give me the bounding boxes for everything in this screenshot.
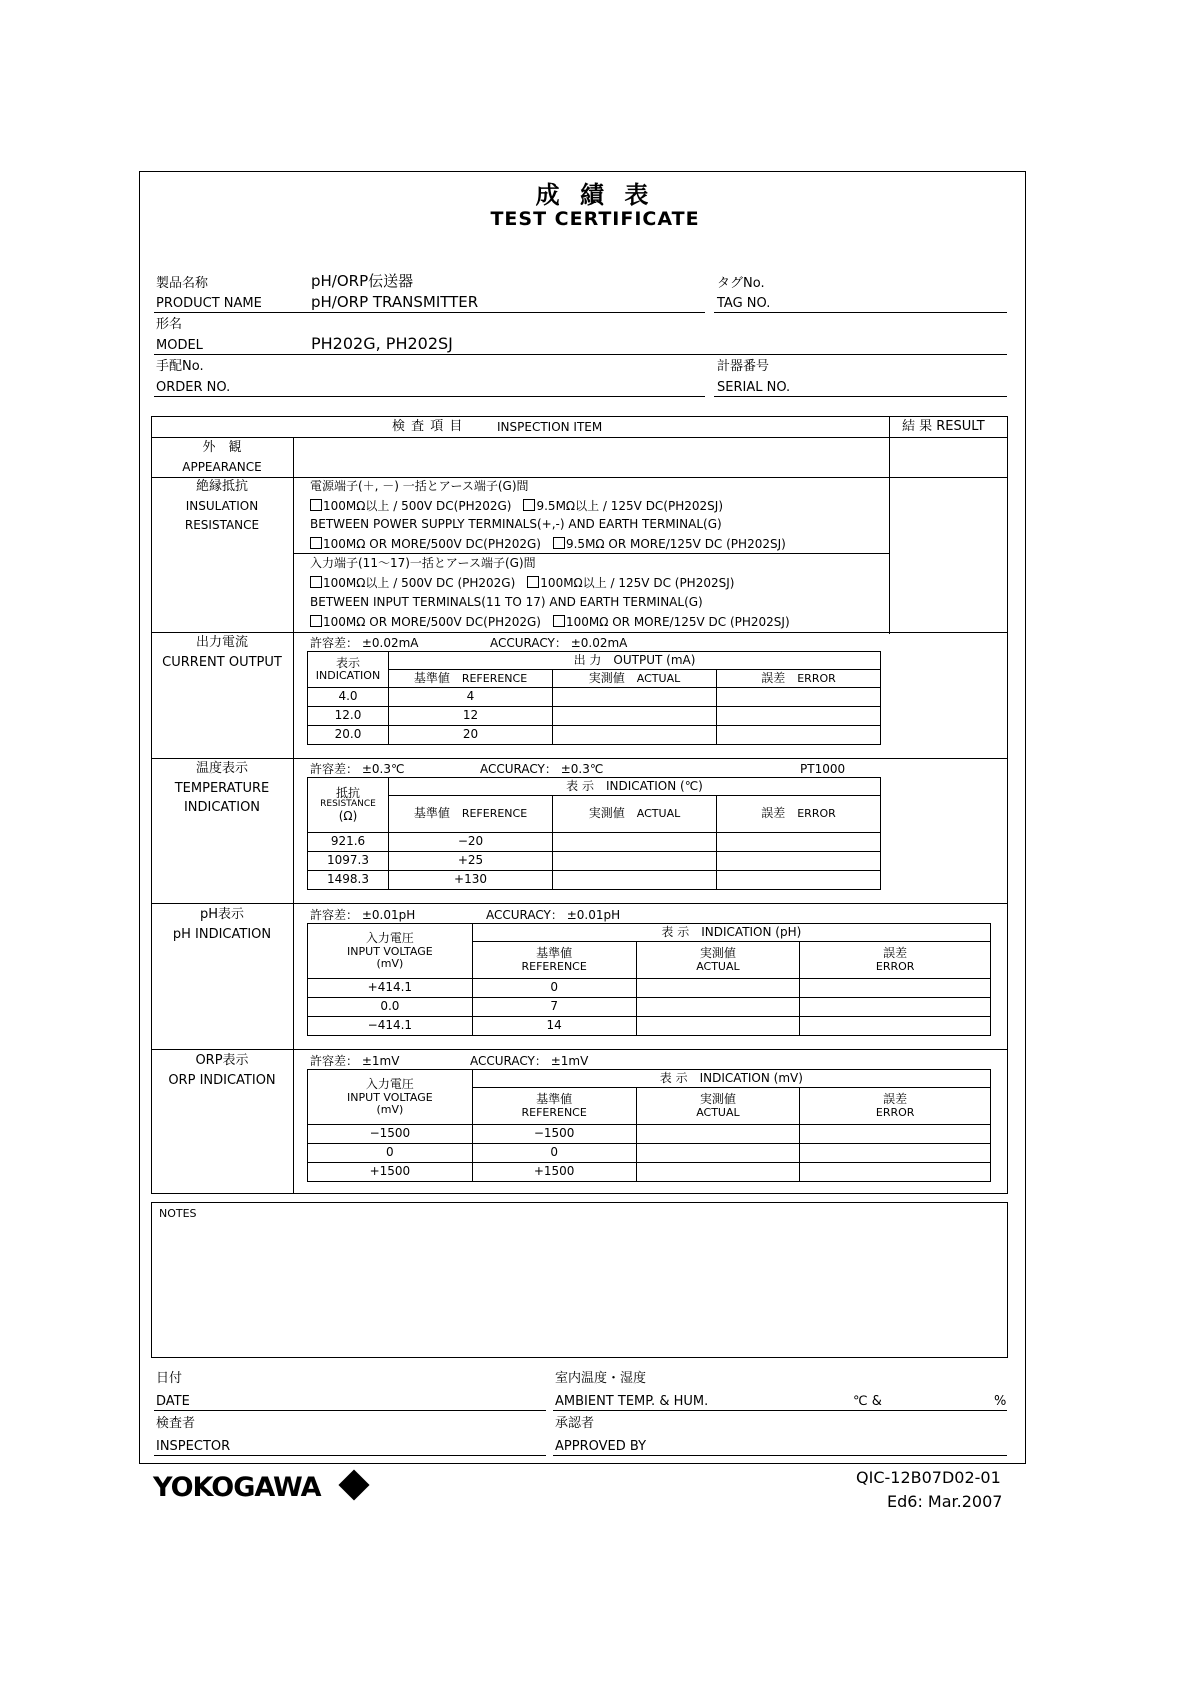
checkbox-icon [310,615,322,627]
doc-code: QIC-12B07D02-01 [856,1468,1001,1487]
col-reference: 基準値 REFERENCE [472,1088,636,1125]
current-label-jp: 出力電流 [195,635,248,650]
error-cell[interactable] [800,979,991,998]
serial-label-en: SERIAL NO. [717,380,791,395]
actual-cell[interactable] [553,726,717,745]
insulation-label-en2: RESISTANCE [184,518,260,532]
table-cell: 1498.3 [308,871,389,890]
table-cell: 1097.3 [308,852,389,871]
ins-mid-line [293,553,889,554]
product-value-jp: pH/ORP伝送器 [311,272,414,290]
col-output: 出 力 OUTPUT (mA) [389,652,881,670]
table-cell: 4 [389,688,553,707]
result-column-line [889,416,890,634]
col-input-unit: (mV) [376,1102,404,1116]
temp-bottom-line [151,903,1008,904]
checkbox-icon [310,576,322,588]
table-cell: 20.0 [308,726,389,745]
col-error: 誤差 ERROR [800,1088,991,1125]
ph-label-jp: pH表示 [199,907,245,922]
checkbox-icon [527,576,539,588]
title-jp: 成 績 表 [535,181,655,209]
error-cell[interactable] [717,707,881,726]
col-reference: 基準値 REFERENCE [389,796,553,833]
serial-underline [714,396,1007,397]
current-bottom-line [151,758,1008,759]
temp-label-jp: 温度表示 [195,761,248,776]
checkbox-icon [553,537,565,549]
table-cell: 12.0 [308,707,389,726]
appearance-label-jp: 外 観 [202,440,242,455]
tag-label-jp: タグNo. [717,276,765,291]
table-cell: −414.1 [308,1017,473,1036]
error-cell[interactable] [800,1125,991,1144]
current-table [307,651,881,745]
table-cell: 0.0 [308,998,473,1017]
table-cell: −1500 [308,1125,473,1144]
error-cell[interactable] [800,1144,991,1163]
col-indication: 表 示 INDICATION (℃) [389,778,881,796]
orp-table [307,1069,991,1182]
date-label-jp: 日付 [156,1371,183,1386]
appearance-bottom-line [151,477,1008,478]
insulation-label-jp: 絶縁抵抗 [195,479,248,494]
table-cell: 20 [389,726,553,745]
ins-line-8: 100MΩ OR MORE/500V DC(PH202G) 100MΩ OR MORE/125V DC (PH202SJ) [310,615,790,628]
actual-cell[interactable] [553,833,717,852]
checkbox-icon [523,499,535,511]
model-label-en: MODEL [156,338,203,353]
col-error: 誤差 ERROR [800,942,991,979]
table-cell: +1500 [472,1163,636,1182]
current-tolerance-jp: 許容差： ±0.02mA [310,636,419,650]
actual-cell[interactable] [636,1163,800,1182]
inspection-header-en: INSPECTION ITEM [497,420,603,434]
ins-line-1: 電源端子(＋, －) 一括とアース端子(G)間 [310,479,529,493]
deg-unit: ℃ & [853,1394,882,1409]
actual-cell[interactable] [636,1017,800,1036]
tag-underline [714,312,1007,313]
col-reference: 基準値 REFERENCE [389,670,553,688]
yokogawa-logo [153,1474,365,1501]
tag-label-en: TAG NO. [717,296,771,311]
approved-label-en: APPROVED BY [555,1439,647,1454]
actual-cell[interactable] [553,852,717,871]
actual-cell[interactable] [553,707,717,726]
approved-underline[interactable] [553,1455,1007,1456]
orp-tolerance-en: ACCURACY： ±1mV [470,1054,589,1068]
error-cell[interactable] [800,1163,991,1182]
temp-tolerance-en: ACCURACY： ±0.3℃ [480,762,604,776]
table-cell: 921.6 [308,833,389,852]
ins-line-7: BETWEEN INPUT TERMINALS(11 TO 17) AND EARTH TERMINAL(G) [310,595,703,609]
current-tolerance-en: ACCURACY： ±0.02mA [490,636,628,650]
order-underline [154,396,705,397]
notes-label: NOTES [159,1207,197,1220]
model-label-jp: 形名 [156,317,183,332]
error-cell[interactable] [717,871,881,890]
ambient-label-jp: 室内温度・湿度 [555,1371,647,1386]
temp-label-en1: TEMPERATURE [174,781,270,796]
col-input-en: INPUT VOLTAGE [347,1090,433,1104]
ambient-label-en: AMBIENT TEMP. & HUM. [555,1394,709,1409]
product-label-en: PRODUCT NAME [156,296,262,311]
actual-cell[interactable] [553,871,717,890]
ins-line-2: 100MΩ以上 / 500V DC(PH202G) 9.5MΩ以上 / 125V DC(PH202SJ) [310,499,723,512]
table-cell: 7 [472,998,636,1017]
col-indication-en: INDICATION [315,669,381,683]
error-cell[interactable] [717,833,881,852]
model-value: PH202G, PH202SJ [311,334,453,353]
ph-tolerance-en: ACCURACY： ±0.01pH [486,908,621,922]
table-cell: +25 [389,852,553,871]
col-indication: 表 示 INDICATION (pH) [472,924,990,942]
orp-label-en: ORP INDICATION [168,1073,276,1088]
current-label-en: CURRENT OUTPUT [162,655,282,670]
model-underline [154,354,1007,355]
ins-line-3: BETWEEN POWER SUPPLY TERMINALS(+,-) AND EARTH TERMINAL(G) [310,517,722,531]
inspection-header-line [151,437,1008,438]
temp-label-en2: INDICATION [183,800,261,815]
product-value-en: pH/ORP TRANSMITTER [311,293,479,311]
col-resistance-en: RESISTANCE [320,799,376,810]
checkbox-icon [310,537,322,549]
table-cell: +130 [389,871,553,890]
col-input-en: INPUT VOLTAGE [347,944,433,958]
table-cell: 12 [389,707,553,726]
error-cell[interactable] [800,1017,991,1036]
date-underline[interactable] [154,1410,546,1411]
col-actual: 実測値 ACTUAL [553,796,717,833]
table-cell: 4.0 [308,688,389,707]
appearance-label-en: APPEARANCE [182,460,262,474]
inspector-label-jp: 検査者 [156,1416,196,1431]
brand-name: YOKOGAWA [153,1472,321,1503]
col-resistance-jp: 抵抗 [335,785,360,800]
temperature-table [307,777,881,890]
actual-cell[interactable] [636,998,800,1017]
orp-tolerance-jp: 許容差： ±1mV [310,1054,400,1068]
ambient-underline[interactable] [553,1410,1007,1411]
inspector-label-en: INSPECTOR [156,1439,231,1454]
orp-label-jp: ORP表示 [195,1053,249,1068]
insulation-label-en1: INSULATION [185,499,259,513]
order-label-en: ORDER NO. [156,380,231,395]
ph-tolerance-jp: 許容差： ±0.01pH [310,908,416,922]
ins-line-5: 入力端子(11〜17)一括とアース端子(G)間 [310,556,536,570]
table-cell: −1500 [472,1125,636,1144]
ph-bottom-line [151,1049,1008,1050]
order-label-jp: 手配No. [156,359,204,374]
checkbox-icon [310,499,322,511]
table-cell: 14 [472,1017,636,1036]
product-underline [154,312,705,313]
col-error: 誤差 ERROR [717,670,881,688]
actual-cell[interactable] [636,1144,800,1163]
table-cell: 0 [472,979,636,998]
col-indication-jp: 表示 [335,655,360,670]
serial-label-jp: 計器番号 [717,359,770,374]
label-column-line [293,437,294,1194]
actual-cell[interactable] [636,1125,800,1144]
product-label-jp: 製品名称 [156,276,209,291]
error-cell[interactable] [717,852,881,871]
col-input-unit: (mV) [376,956,404,970]
table-cell: 0 [472,1144,636,1163]
table-cell: 0 [308,1144,473,1163]
actual-cell[interactable] [553,688,717,707]
inspector-underline[interactable] [154,1455,546,1456]
ph-table [307,923,991,1036]
result-header: 結 果 RESULT [902,419,985,434]
table-cell: −20 [389,833,553,852]
insulation-bottom-line [151,632,1008,633]
diamond-icon [338,1469,369,1500]
frame-bottom-line [139,1463,1026,1464]
pct-unit: % [994,1394,1007,1409]
col-resistance-unit: (Ω) [338,808,358,823]
col-indication: 表 示 INDICATION (mV) [472,1070,990,1088]
col-error: 誤差 ERROR [717,796,881,833]
title-en: TEST CERTIFICATE [490,208,700,230]
approved-label-jp: 承認者 [555,1416,595,1431]
table-cell: +414.1 [308,979,473,998]
checkbox-icon [553,615,565,627]
ins-line-6: 100MΩ以上 / 500V DC (PH202G) 100MΩ以上 / 125V DC (PH202SJ) [310,576,734,589]
doc-edition: Ed6: Mar.2007 [887,1492,1003,1511]
ins-line-4: 100MΩ OR MORE/500V DC(PH202G) 9.5MΩ OR MORE/125V DC (PH202SJ) [310,537,786,550]
col-input-jp: 入力電圧 [365,931,414,946]
col-actual: 実測値 ACTUAL [636,1088,800,1125]
col-actual: 実測値 ACTUAL [553,670,717,688]
error-cell[interactable] [717,688,881,707]
notes-box[interactable] [151,1202,1008,1358]
table-cell: +1500 [308,1163,473,1182]
inspection-header-jp: 検 査 項 目 [392,419,464,434]
error-cell[interactable] [800,998,991,1017]
temp-tolerance-jp: 許容差： ±0.3℃ [310,762,405,776]
col-reference: 基準値 REFERENCE [472,942,636,979]
temp-sensor: PT1000 [800,762,846,776]
actual-cell[interactable] [636,979,800,998]
col-actual: 実測値 ACTUAL [636,942,800,979]
col-input-jp: 入力電圧 [365,1077,414,1092]
ph-label-en: pH INDICATION [172,927,272,942]
date-label-en: DATE [156,1394,190,1409]
error-cell[interactable] [717,726,881,745]
